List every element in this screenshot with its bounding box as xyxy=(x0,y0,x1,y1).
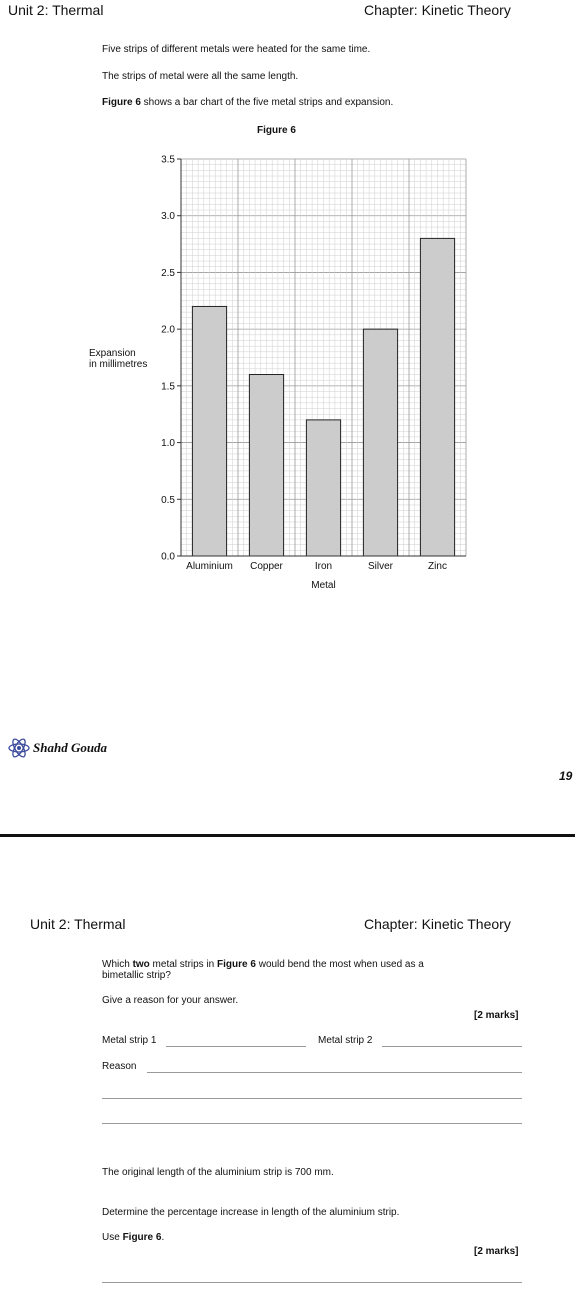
intro-line-2: The strips of metal were all the same length. xyxy=(102,71,299,82)
q2-use-text: Use xyxy=(102,1232,123,1243)
reason-answer-line-2[interactable] xyxy=(102,1098,522,1099)
y-tick-label: 1.5 xyxy=(161,381,175,393)
q1-text-c: metal strips in xyxy=(149,959,218,970)
bar-chart xyxy=(0,0,575,620)
chapter-header-2: Chapter: Kinetic Theory xyxy=(364,916,511,932)
figure-reference: Figure 6 xyxy=(102,97,141,108)
question-1-reason-prompt: Give a reason for your answer. xyxy=(102,995,239,1006)
question-2-task: Determine the percentage increase in length of the aluminium strip. xyxy=(102,1207,400,1218)
q1-text-bold-two: two xyxy=(132,959,150,970)
question-2-marks: [2 marks] xyxy=(474,1246,519,1257)
metal-strip-1-label: Metal strip 1 xyxy=(102,1035,157,1046)
y-tick-label: 0.5 xyxy=(161,494,175,506)
chapter-header: Chapter: Kinetic Theory xyxy=(364,2,511,18)
reason-label: Reason xyxy=(102,1061,137,1072)
y-tick-label: 3.0 xyxy=(161,211,175,223)
x-tick-label: Copper xyxy=(250,561,283,572)
question-1-line-2: bimetallic strip? xyxy=(102,970,171,981)
metal-strip-2-answer-line[interactable] xyxy=(382,1046,522,1047)
atom-icon xyxy=(8,738,30,758)
question-2-info: The original length of the aluminium strip is 700 mm. xyxy=(102,1167,334,1178)
question-2-answer-line[interactable] xyxy=(102,1282,522,1283)
question-2-use-figure xyxy=(102,1232,164,1243)
q2-figure-reference: Figure 6 xyxy=(122,1232,162,1243)
y-tick-label: 2.0 xyxy=(161,324,175,336)
q1-text-e: would bend the most when used as a xyxy=(255,959,424,970)
bar-iron xyxy=(306,420,340,556)
bar-zinc xyxy=(420,238,454,556)
q2-use-period: . xyxy=(161,1232,165,1243)
page-number: 19 xyxy=(559,769,573,783)
question-1-line-1 xyxy=(102,959,424,970)
unit-header: Unit 2: Thermal xyxy=(8,2,104,18)
author-block xyxy=(8,738,107,758)
page-separator xyxy=(0,834,575,837)
metal-strip-1-answer-line[interactable] xyxy=(166,1046,306,1047)
y-tick-label: 3.5 xyxy=(161,154,175,166)
metal-strip-2-label: Metal strip 2 xyxy=(318,1035,373,1046)
reason-answer-line-3[interactable] xyxy=(102,1123,522,1124)
bar-copper xyxy=(249,375,283,556)
figure-title: Figure 6 xyxy=(257,125,296,136)
y-axis-label: Expansion xyxy=(89,348,136,359)
x-tick-label: Zinc xyxy=(428,561,447,572)
bar-silver xyxy=(363,329,397,556)
x-tick-label: Iron xyxy=(314,561,333,572)
y-tick-label: 2.5 xyxy=(161,267,175,279)
y-tick-label: 1.0 xyxy=(161,438,175,450)
intro-line-1: Five strips of different metals were heated for the same time. xyxy=(102,44,371,55)
x-tick-label: Aluminium xyxy=(186,561,233,572)
x-tick-label: Silver xyxy=(367,561,394,572)
y-tick-label: 0.0 xyxy=(161,551,175,563)
bar-aluminium xyxy=(192,306,226,556)
q1-text-a: Which xyxy=(102,959,133,970)
author-name: Shahd Gouda xyxy=(33,740,108,755)
reason-answer-line-1[interactable] xyxy=(147,1072,522,1073)
y-axis-label-line-2: in millimetres xyxy=(89,359,148,370)
x-axis-label: Metal xyxy=(311,580,336,591)
intro-line-3-text: shows a bar chart of the five metal strips and expansion. xyxy=(140,97,394,108)
q1-figure-reference: Figure 6 xyxy=(217,959,256,970)
question-1-marks: [2 marks] xyxy=(474,1010,519,1021)
unit-header-2: Unit 2: Thermal xyxy=(30,916,126,932)
